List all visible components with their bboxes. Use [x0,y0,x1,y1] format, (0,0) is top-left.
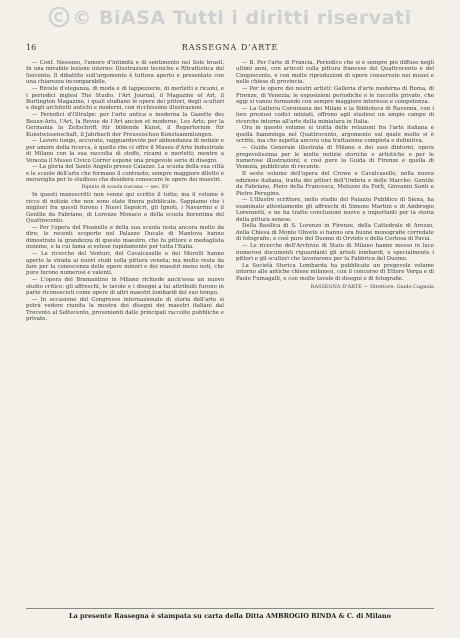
right-paragraph: — Per le opere dei nostri artisti: Galleria d'arte moderna di Roma, di Firenze, di Venezia; le esposizioni periodiche e le raccolte private, che oggi si vanno formando con sempre maggiore interesse e competenza. [236,86,434,106]
left-paragraph: — L'opera del Bramantino in Milano richiede anch'essa un nuovo studio critico: gli affreschi, le tavole e i disegni a lui attribuiti furono in parte riconosciuti come opere di altri maestri lombardi del suo tempo. [26,277,224,297]
watermark-text: © BiASA Tutti i diritti riservati [72,7,412,29]
left-paragraph: In questi manoscritti non venne qui scritto il tutto; ma il volume è ricco di notizie che non sono state finora pubblicate. Sappiamo che i migliori fra questi furono i Nuovi Sepolcri, gli Ignoti, i Navarrini e il Gentile da Fabriano, di Lorenzo Monaco e della scuola fiorentina del Quattrocento. [26,192,224,225]
left-paragraph: — Riviste d'eleganza, di moda e di tappezzerie, di merletti e ricami, e i periodici inglesi The Studio, l'Art Journal, il Magazine of Art, il Burlington Magazine, i quali studiano le opere dei pittori, degli scultori e degli architetti antichi e moderni, con ricchissime illustrazioni. [26,86,224,112]
page-header-title: RASSEGNA D'ARTE [181,43,279,52]
right-paragraph: — B. Per l'arte di Francia. Periodico che si è sempre più diffuso negli ultimi anni, con articoli sulla pittura francese del Quattrocento e del Cinquecento, e con molte riproduzioni di opere conservate nei musei e nelle chiese di provincia. [236,60,434,86]
left-paragraph: — Periodici d'Oltralpe: per l'arte antica e moderna la Gazette des Beaux-Arts, l'Art, la Revue de l'Art ancien et moderne, Les Arts; per la Germania la Zeitschrift für bildende Kunst, il Repertorium für Kunstwissenschaft, il Jahrbuch der Preussischen Kunstsammlungen. [26,112,224,138]
watermark [0,6,460,29]
signature-line: RASSEGNA D'ARTE — Direttore: Guido Cagnola [310,284,434,291]
right-paragraph: — Guida Generale illustrata di Milano e dei suoi dintorni, opera pregevolissima per le molte notizie storiche e artistiche e per le numerose illustrazioni; e così pure la Guida di Firenze e quella di Venezia, pubblicate di recente. [236,145,434,171]
right-paragraph: — La Galleria Corsiniana dei Milani e la Biblioteca di Ravenna, con i loro preziosi codici miniati, offrono agli studiosi un ampio campo di ricerche intorno all'arte della miniatura in Italia. [236,105,434,125]
right-paragraph: Ora in questo volume si tratta delle relazioni fra l'arte italiana e quella fiamminga nel Quattrocento, argomento sul quale molto si è scritto, ma che aspetta ancora una trattazione completa e definitiva. [236,125,434,145]
left-paragraph: — Per l'opera del Pisanello e della sua scuola resta ancora molto da dire; le recenti scoperte nel Palazzo Ducale di Mantova hanno dimostrato la grandezza di questo maestro, che fu pittore e medaglista insieme, e la cui fama si estese rapidamente per tutta l'Italia. [26,224,224,251]
right-paragraph: — Le ricerche dell'Archivio di Stato di Milano hanno messo in luce numerosi documenti riguardanti gli artisti lombardi, e specialmente i pittori e gli scultori che lavorarono per la Fabbrica del Duomo. [236,243,434,262]
left-paragraph: — Le ricerche del Venturi, del Cavalcaselle e del Morelli hanno aperto la strada ai nuovi studi sulla pittura veneta; ma molto resta da fare per la conoscenza delle opere minori e dei maestri meno noti, che pure furono numerosi e valenti. [26,251,224,277]
right-paragraph: Della Basilica di S. Lorenzo in Firenze, della Cattedrale di Arezzo, della Chiesa di Monte Oliveto si hanno ora buone monografie corredate di fotografie; e così pure del Duomo di Orvieto e della Certosa di Pavia. [236,223,434,243]
page-header [26,43,434,55]
left-paragraph: — Conf. Nessuno, l'amore d'intimità e di sentimento nel Sole brasil. In una mirabile lezione intorno: Illustrazioni tecniche e Ritrattistica del Seicento. Il dibattito sull'argomento è tuttora aperto e presentato con una chiarezza incomparabile. [26,60,224,86]
right-paragraph: Il sesto volume dell'opera del Crowe e Cavalcaselle, nella nuova edizione italiana, tratta dei pittori dell'Umbria e delle Marche: Gentile da Fabriano, Piero della Francesca, Melozzo da Forlì, Giovanni Santi e Pietro Perugino. [236,171,434,197]
right-column [236,60,434,605]
right-paragraph: — L'illustre scrittore, nello studio del Palazzo Pubblico di Siena, ha esaminato attentamente gli affreschi di Simone Martini e di Ambrogio Lorenzetti, e ne ha tratto conclusioni nuove e importanti per la storia della pittura senese. [236,197,434,223]
left-paragraph: — In occasione del Congresso internazionale di storia dell'arte si potrà vedere riunita la mostra dei disegni dei maestri italiani dal Trecento al Settecento, provenienti dalle principali raccolte pubbliche e private. [26,296,224,323]
footer-divider [26,608,434,609]
page-number: 16 [26,43,37,52]
left-paragraph: — Lavoro lungo, accurato, ragguardevole per abbondanza di notizie e per amore della ricerca, è quello che ci offre il Museo d'Arte Industriale di Milano con la sua raccolta di stoffe, ricami e merletti; mentre a Venezia il Museo Civico Correr espone una pregevole serie di disegni. [26,138,224,164]
left-paragraph: — La gloria del Santo Angelo presso Caiazzo. La scuola della sua città e le scuole dell'arte che formano il contrasto; sempre maggiore diletto e meraviglia per lo studioso che desidera conoscere le opere dei maestri. [26,164,224,184]
figure-caption: Dipinto di scuola toscana — sec. XV [81,184,169,190]
right-paragraph: La Società Storica Lombarda ha pubblicato un pregevole volume intorno alle antiche chiese milanesi, con il concorso di Ettore Verga e di Paolo Fumagalli, e con molte tavole di disegni e di fotografie. [236,262,434,282]
left-column [26,60,224,605]
footer-note: La presente Rassegna è stampata su carta della Ditta AMBROGIO BINDA & C. di Milano [69,612,391,620]
copyright-logo-icon [48,6,70,28]
